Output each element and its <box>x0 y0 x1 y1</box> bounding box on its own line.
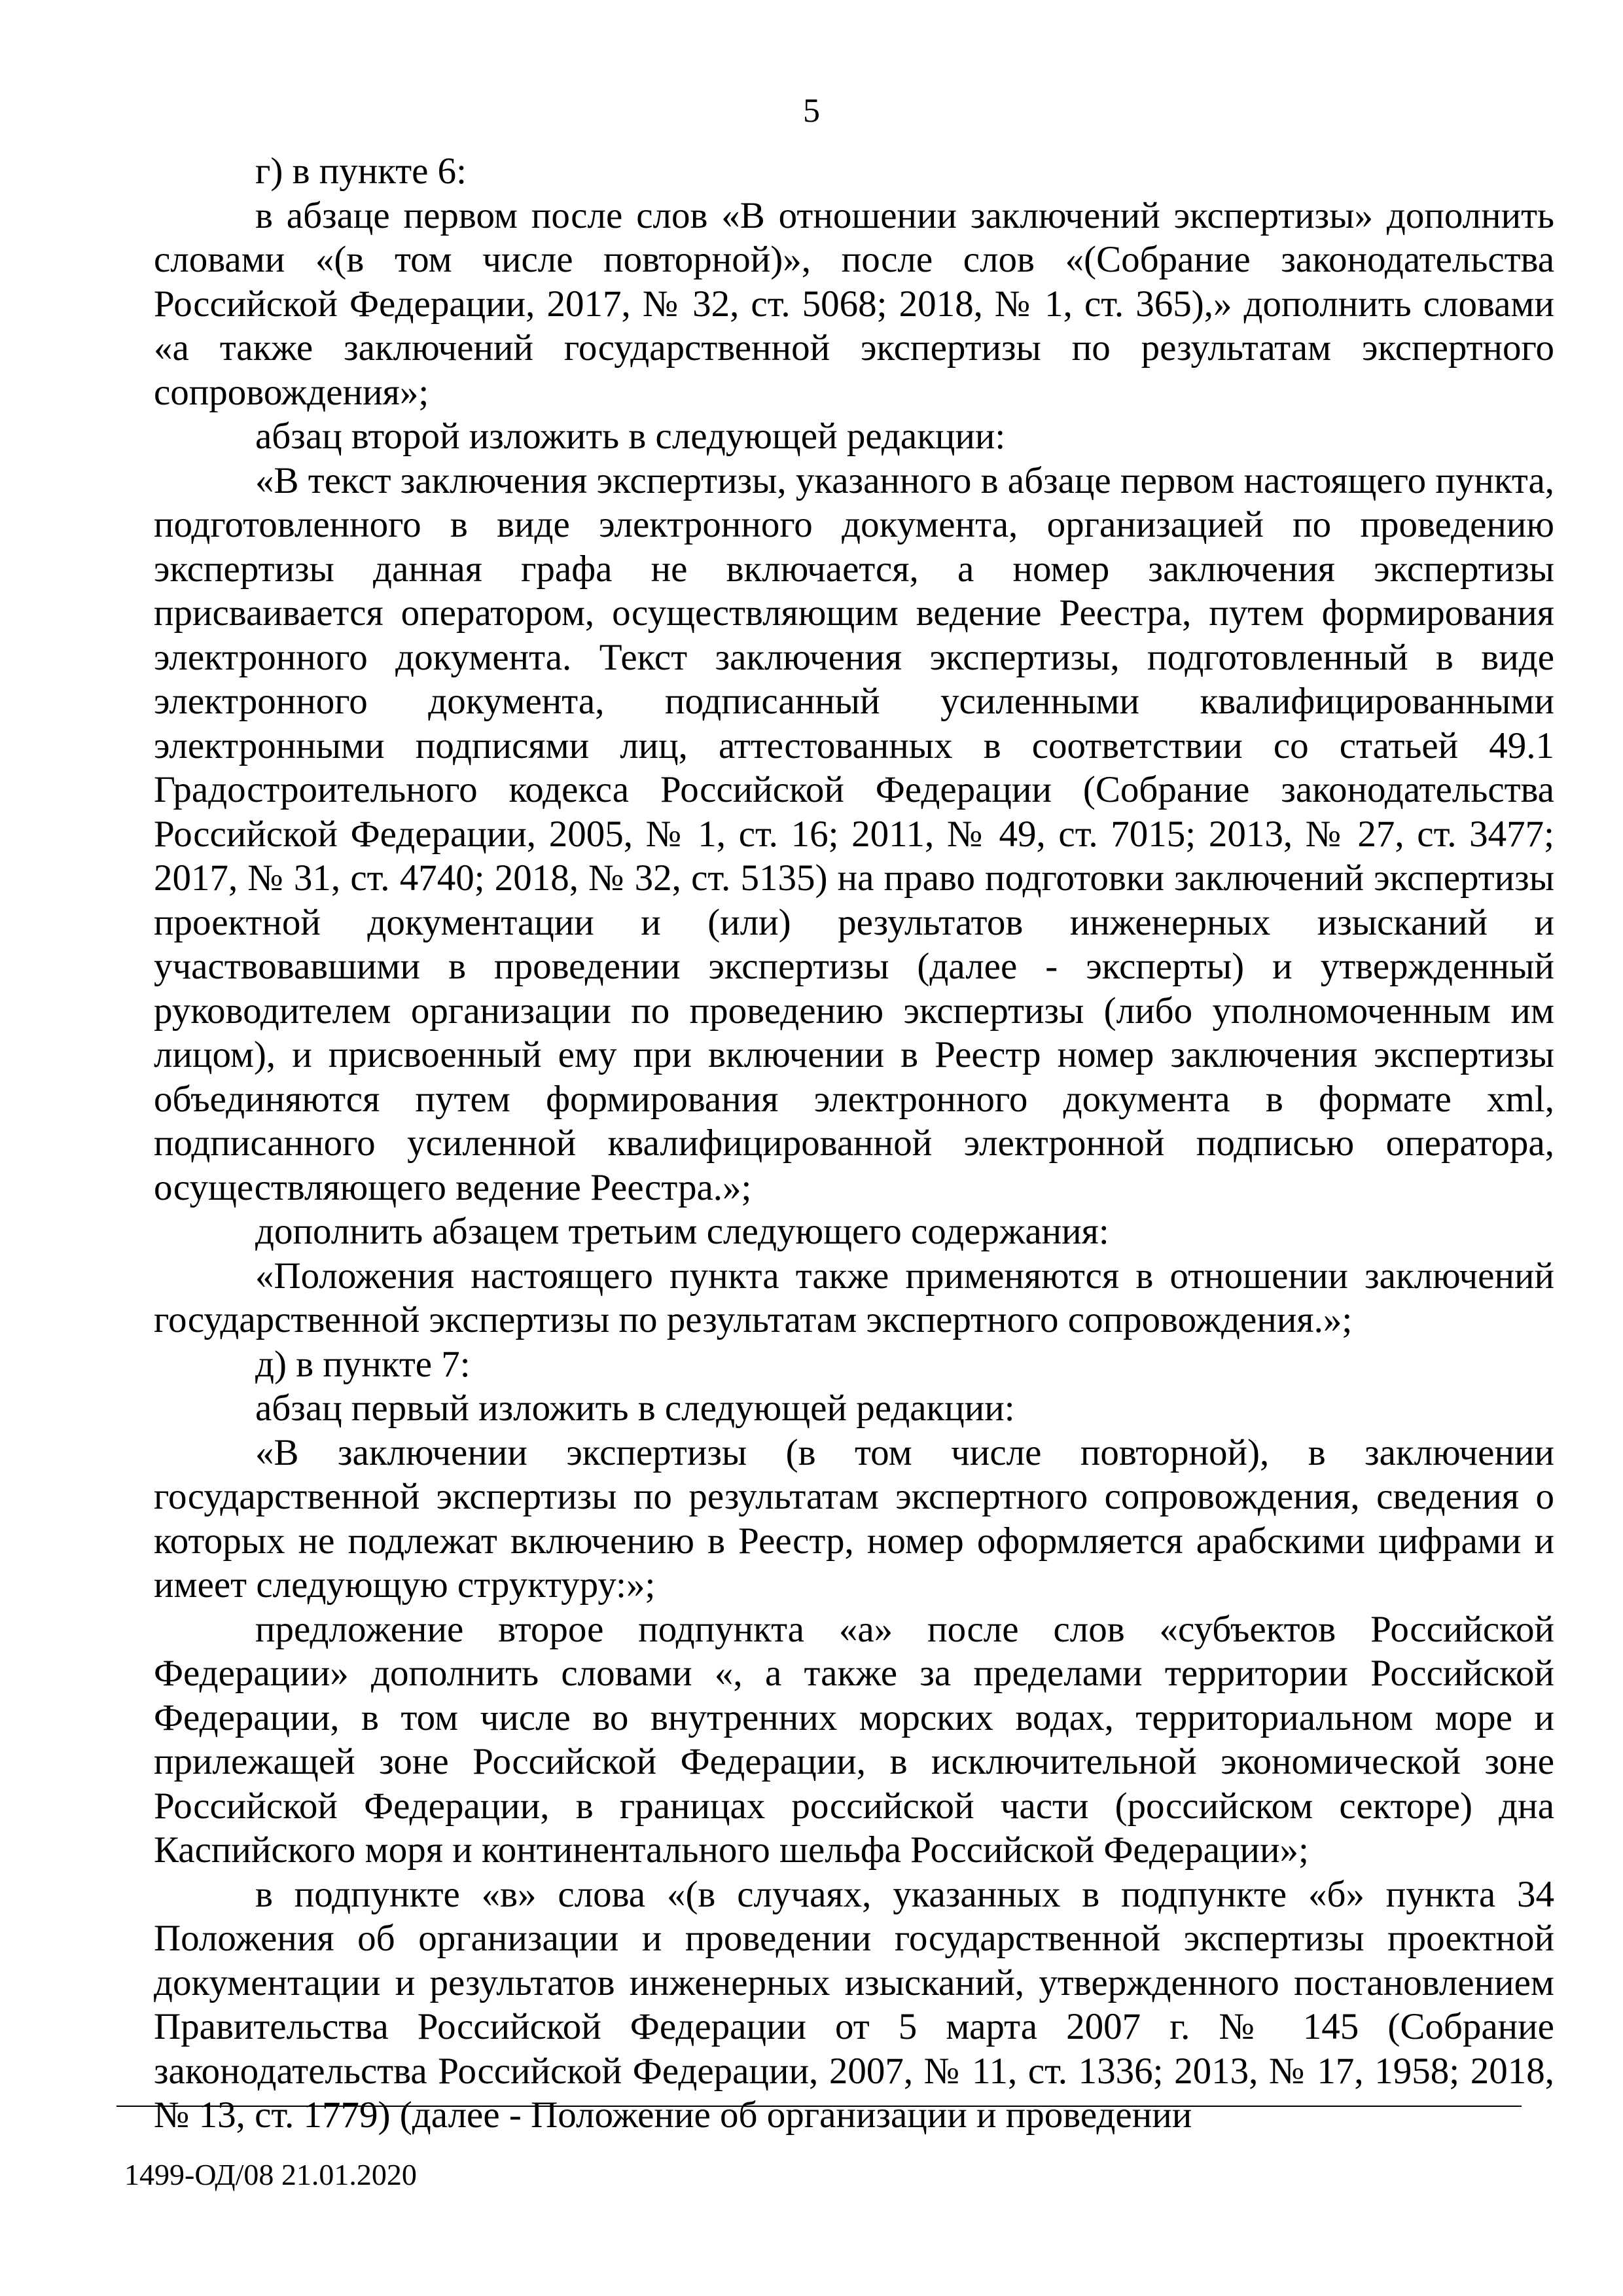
paragraph-item-d: д) в пункте 7: <box>255 1343 471 1385</box>
paragraph-subitem-v: в подпункте «в» слова «(в случаях, указанных в подпункте «б» пункта 34 Положения об организации и проведении государственной экспертизы проектной документации и результатов инженерных изысканий, утвержденного постановлением Правительства Российской Федерации от 5 марта 2007 г. № 145 (Собрание законодательства Российской Федерации, 2007, № 11, ст. 1336; 2013, № 17, 1958; 2018, № 13, ст. 1779) (далее - Положение об организации и проведении <box>154 1873 1554 2136</box>
paragraph-first-abzac-additions: в абзаце первом после слов «В отношении заключений экспертизы» дополнить словами «(в том числе повторной)», после слов «(Собрание законодательства Российской Федерации, 2017, № 32, ст. 5068; 2018, № 1, ст. 365),» дополнить словами «а также заключений государственной экспертизы по результатам экспертного сопровождения»; <box>154 194 1554 413</box>
paragraph-second-abzac-intro: абзац второй изложить в следующей редакции: <box>255 416 1006 457</box>
paragraph-first-abzac-intro: абзац первый изложить в следующей редакции: <box>255 1388 1015 1429</box>
paragraph-second-abzac-text: «В текст заключения экспертизы, указанного в абзаце первом настоящего пункта, подготовленного в виде электронного документа, организацией по проведению экспертизы данная графа не включается, а номер заключения экспертизы присваивается оператором, осуществляющим ведение Реестра, путем формирования электронного документа. Текст заключения экспертизы, подготовленный в виде электронного документа, подписанный усиленными квалифицированными электронными подписями лиц, аттестованных в соответствии со статьей 49.1 Градостроительного кодекса Российской Федерации (Собрание законодательства Российской Федерации, 2005, № 1, ст. 16; 2011, № 49, ст. 7015; 2013, № 27, ст. 3477; 2017, № 31, ст. 4740; 2018, № 32, ст. 5135) на право подготовки заключений экспертизы проектной документации и (или) результатов инженерных изысканий и участвовавшими в проведении экспертизы (далее - эксперты) и утвержденный руководителем организации по проведению экспертизы (либо уполномоченным им лицом), и присвоенный ему при включении в Реестр номер заключения экспертизы объединяются путем формирования электронного документа в формате xml, подписанного усиленной квалифицированной электронной подписью оператора, осуществляющего ведение Реестра.»; <box>154 459 1554 1208</box>
page-number: 5 <box>803 92 820 130</box>
document-body <box>154 149 1554 2138</box>
paragraph-first-abzac-text: «В заключении экспертизы (в том числе повторной), в заключении государственной экспертизы по результатам экспертного сопровождения, сведения о которых не подлежат включению в Реестр, номер оформляется арабскими цифрами и имеет следующую структуру:»; <box>154 1431 1554 1605</box>
footer-document-code: 1499-ОД/08 21.01.2020 <box>124 2158 417 2191</box>
paragraph-subitem-a: предложение второе подпункта «а» после слов «субъектов Российской Федерации» дополнить словами «, а также за пределами территории Российской Федерации, в том числе во внутренних морских водах, территориальном море и прилежащей зоне Российской Федерации, в исключительной экономической зоне Российской Федерации, в границах российской части (российском секторе) дна Каспийского моря и континентального шельфа Российской Федерации»; <box>154 1608 1554 1871</box>
paragraph-item-g: г) в пункте 6: <box>255 151 467 192</box>
paragraph-third-abzac-intro: дополнить абзацем третьим следующего содержания: <box>255 1211 1109 1252</box>
paragraph-third-abzac-text: «Положения настоящего пункта также применяются в отношении заключений государственной экспертизы по результатам экспертного сопровождения.»; <box>154 1255 1554 1340</box>
footer-divider <box>116 2106 1522 2107</box>
